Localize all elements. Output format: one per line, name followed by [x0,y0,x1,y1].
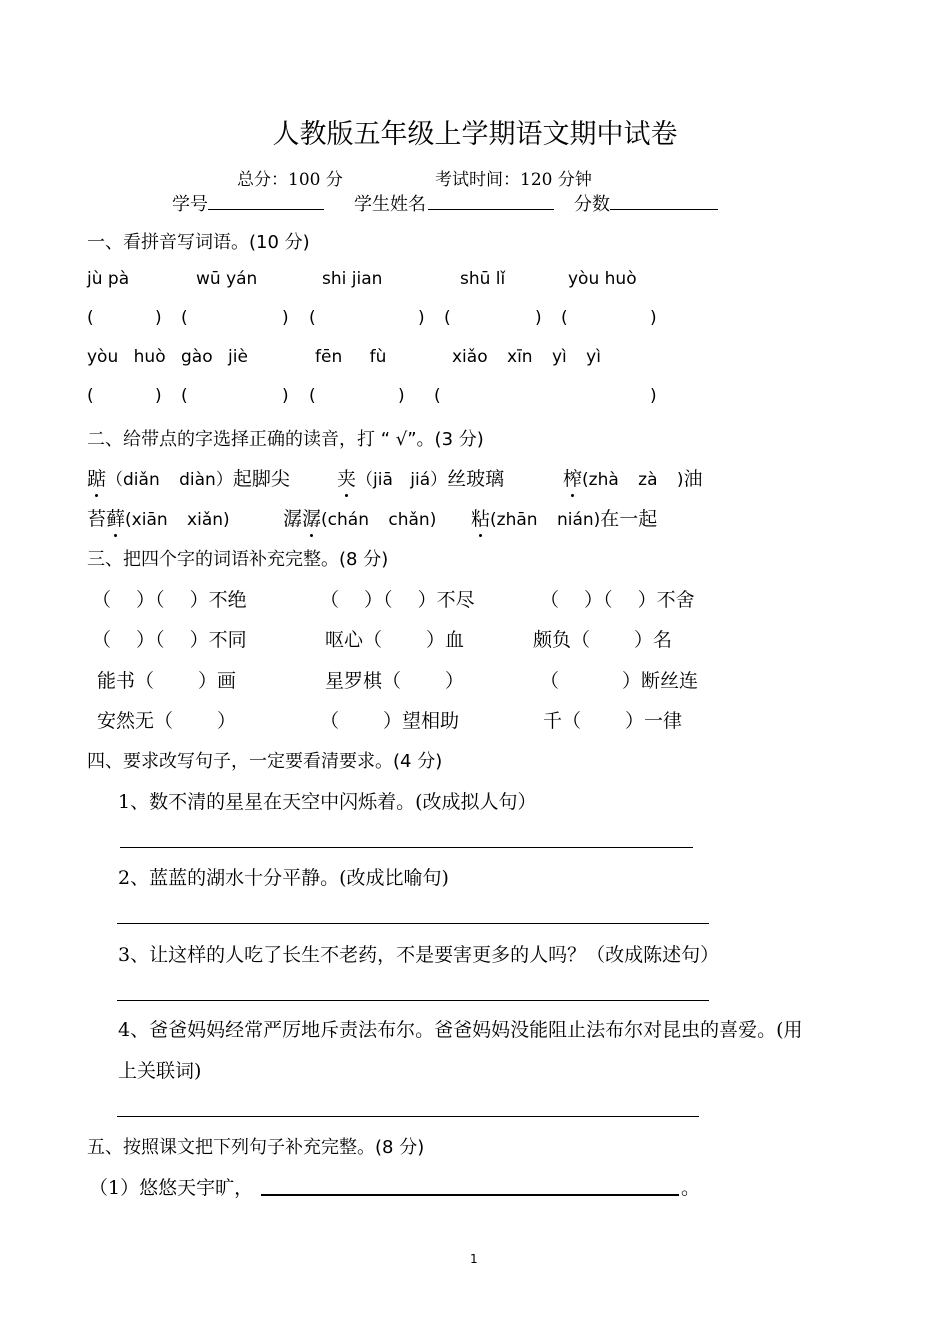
section-5-heading: 五、按照课文把下列句子补充完整。(8 分) [87,1137,425,1158]
paren-open: ( [444,308,451,328]
idiom-blank[interactable]: （ ）（ ）不尽 [320,589,475,611]
paren-close: ) [398,386,405,406]
paren-open: ( [561,308,568,328]
paren-close: ) [650,386,657,406]
rewrite-prompt: 1、数不清的星星在天空中闪烁着。(改成拟人句） [118,791,537,813]
sentence-end: 。 [681,1177,701,1199]
reading-options[interactable]: （jiā jiá） [356,470,448,490]
idiom-blank[interactable]: （ ）（ ）不同 [92,629,247,651]
fill-sentence-1: （1）悠悠天宇旷， [89,1177,254,1199]
page-title: 人教版五年级上学期语文期中试卷 [272,119,678,150]
reading-item [471,504,657,531]
score-blank[interactable] [610,209,718,210]
paren-close: ) [282,308,289,328]
dotted-char: 藓 [106,508,126,530]
idiom-blank[interactable]: 呕心（ ）血 [325,629,465,651]
rewrite-prompt: 3、让这样的人吃了长生不老药，不是要害更多的人吗？（改成陈述句） [118,944,720,966]
idiom-blank[interactable]: 能书（ ）画 [97,670,237,692]
dotted-char: 潺 [302,508,322,530]
section-3-heading: 三、把四个字的词语补充完整。(8 分) [87,549,389,570]
idiom-blank[interactable]: 星罗棋（ ） [325,670,465,692]
reading-item [337,464,504,491]
idiom-blank[interactable]: 颇负（ ）名 [533,629,673,651]
student-id-blank[interactable] [208,209,324,210]
student-id-label: 学号 [172,194,208,215]
section-1-heading: 一、看拼音写词语。(10 分) [87,232,310,253]
item-text: 潺 [283,508,303,530]
rewrite-prompt: 2、蓝蓝的湖水十分平静。(改成比喻句) [118,867,449,889]
reading-item [283,504,436,531]
student-name-blank[interactable] [428,209,554,210]
dotted-char: 夹 [337,468,357,490]
pinyin: shū lǐ [460,269,506,289]
paren-open: ( [87,386,94,406]
idiom-blank[interactable]: （ ）断丝连 [540,670,699,692]
answer-line[interactable] [117,1000,709,1001]
paren-close: ) [650,308,657,328]
pinyin: yòu huò [568,269,637,289]
rewrite-prompt: 4、爸爸妈妈经常严厉地斥责法布尔。爸爸妈妈没能阻止法布尔对昆虫的喜爱。(用 [118,1019,803,1041]
reading-item [563,464,703,491]
reading-item [87,464,290,491]
reading-options[interactable]: (chán chǎn) [321,510,437,530]
student-name-label: 学生姓名 [354,194,426,215]
dotted-char: 粘 [471,508,491,530]
section-2-heading: 二、给带点的字选择正确的读音，打 “ √”。(3 分) [87,429,484,450]
paren-close: ) [282,386,289,406]
reading-options[interactable]: (zhà zà ) [582,470,684,490]
idiom-blank[interactable]: （ ）望相助 [320,710,460,732]
pinyin: jù pà [87,269,130,289]
page-number: 1 [470,1252,478,1266]
dotted-char: 榨 [563,468,583,490]
answer-line[interactable] [261,1194,679,1196]
dotted-char: 踮 [87,468,107,490]
item-text: 在一起 [600,508,658,530]
pinyin: fēn fù [315,347,387,367]
answer-line[interactable] [120,847,693,848]
item-text: 丝玻璃 [447,468,505,490]
total-score: 总分：100 分 [237,170,343,190]
paren-open: ( [181,308,188,328]
reading-options[interactable]: (zhān nián) [490,510,601,530]
pinyin: xiǎo xīn yì yì [452,347,601,367]
idiom-blank[interactable]: （ ）（ ）不舍 [540,589,695,611]
answer-line[interactable] [117,923,709,924]
pinyin: shi jian [322,269,383,289]
paren-open: ( [309,308,316,328]
paren-open: ( [309,386,316,406]
exam-time: 考试时间：120 分钟 [435,170,592,190]
idiom-blank[interactable]: （ ）（ ）不绝 [92,589,247,611]
item-text: 苔 [87,508,107,530]
item-text: 油 [683,468,703,490]
score-label: 分数 [574,194,610,215]
paren-open: ( [87,308,94,328]
paren-open: ( [181,386,188,406]
paren-close: ) [155,308,162,328]
pinyin: yòu huò gào jiè [87,347,248,367]
answer-line[interactable] [117,1116,699,1117]
reading-item [87,504,230,531]
idiom-blank[interactable]: 千（ ）一律 [543,710,683,732]
paren-close: ) [535,308,542,328]
pinyin: wū yán [196,269,258,289]
section-4-heading: 四、要求改写句子，一定要看清要求。(4 分) [87,751,443,772]
item-text: 起脚尖 [232,468,290,490]
paren-open: ( [434,386,441,406]
paren-close: ) [418,308,425,328]
idiom-blank[interactable]: 安然无（ ） [97,710,237,732]
reading-options[interactable]: (xiān xiǎn) [125,510,230,530]
reading-options[interactable]: （diǎn diàn） [106,470,233,490]
paren-close: ) [155,386,162,406]
rewrite-prompt-continued: 上关联词) [118,1060,202,1082]
